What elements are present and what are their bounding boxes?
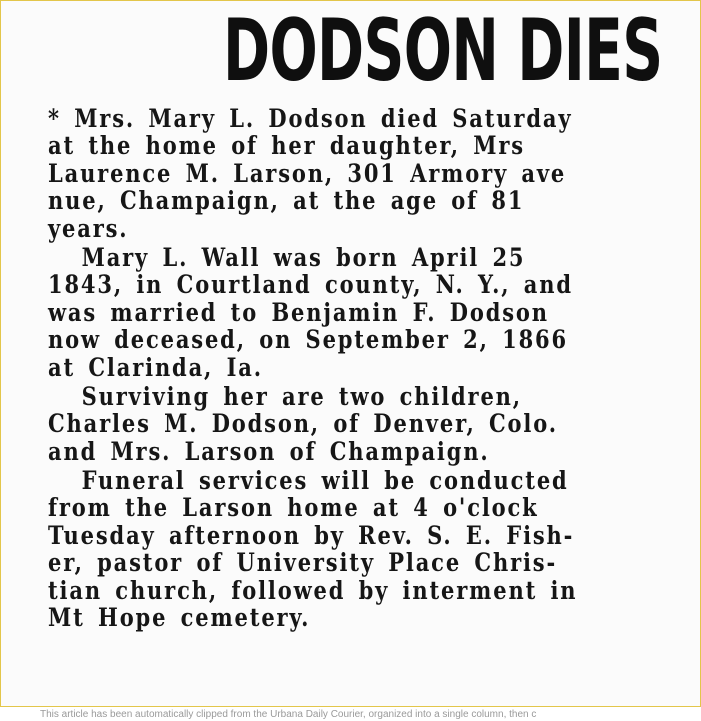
article-line: Laurence M. Larson, 301 Armory ave (48, 158, 567, 188)
article-line: Funeral services will be conducted (81, 466, 569, 496)
article-line: years. (48, 213, 129, 243)
article-line: at the home of her daughter, Mrs (48, 131, 525, 161)
paragraph-death-notice (48, 105, 701, 242)
paragraph-survivors (48, 383, 701, 465)
article-line: 1843, in Courtland county, N. Y., and (48, 270, 573, 300)
clipping-footer-note: This article has been automatically clipped from the Urbana Daily Courier, organized into a single column, then c (40, 709, 537, 720)
article-line: Mt Hope cemetery. (48, 603, 311, 633)
article-line: Charles M. Dodson, of Denver, Colo. (48, 409, 558, 439)
paragraph-funeral (48, 467, 701, 631)
article-line: and Mrs. Larson of Champaign. (48, 436, 490, 466)
article-line: at Clarinda, Ia. (48, 352, 263, 382)
article-line: Tuesday afternoon by Rev. S. E. Fish- (48, 520, 575, 550)
article-line: Surviving her are two children, (81, 381, 522, 411)
article-line: from the Larson home at 4 o'clock (48, 493, 539, 523)
article-line: Mary L. Wall was born April 25 (81, 242, 526, 272)
article-line: was married to Benjamin F. Dodson (48, 297, 549, 327)
article-line: * Mrs. Mary L. Dodson died Saturday (48, 104, 573, 133)
article-line: er, pastor of University Place Chris- (48, 548, 558, 578)
headline: DODSON DIES (223, 1, 663, 101)
article-body (48, 105, 701, 631)
paragraph-biography (48, 244, 701, 381)
article-line: tian church, followed by interment in (48, 575, 578, 605)
article-line: now deceased, on September 2, 1866 (48, 325, 568, 355)
article-line: nue, Champaign, at the age of 81 (48, 186, 525, 216)
